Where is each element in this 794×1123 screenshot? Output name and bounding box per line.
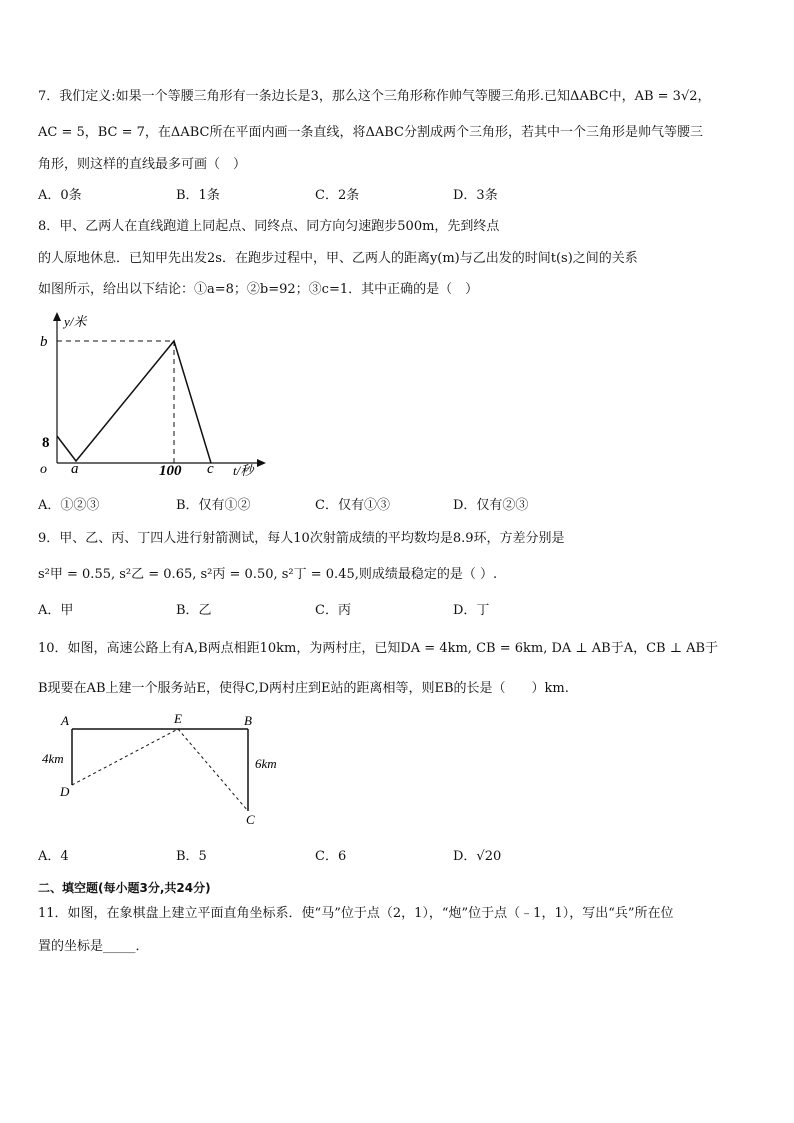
q7-line3: 角形，则这样的直线最多可画（ ） [38, 157, 247, 172]
q10-option-d: D．√20 [453, 849, 502, 864]
q8-y-axis-arrow [53, 312, 61, 321]
q7-option-b: B．1条 [176, 188, 220, 203]
q8-line2: 的人原地休息．已知甲先出发2s．在跑步过程中，甲、乙两人的距离y(m)与乙出发的时间t(s)之间的关系 [38, 251, 638, 266]
q8-option-a: A．①②③ [38, 498, 100, 513]
q10-label-da: 4km [42, 751, 64, 766]
q10-label-d: D [60, 784, 70, 799]
q10-option-a: A．4 [38, 849, 69, 864]
q9-option-b: B．乙 [176, 603, 212, 618]
q10-geometry-diagram [38, 708, 288, 828]
q8-line1: 8．甲、乙两人在直线跑道上同起点、同终点、同方向匀速跑步500m，先到终点 [38, 219, 500, 234]
q8-graph-line [57, 341, 211, 463]
q9-option-d: D．丁 [453, 603, 490, 618]
q10-label-e: E [174, 711, 182, 726]
q10-line2: B现要在AB上建一个服务站E，使得C,D两村庄到E站的距离相等，则EB的长是（ ）km. [38, 681, 569, 696]
q9-option-c: C．丙 [315, 603, 351, 618]
q9-line2: s²甲 = 0.55, s²乙 = 0.65, s²丙 = 0.50, s²丁 = 0.45,则成绩最稳定的是（ ）. [38, 567, 498, 582]
q7-line2: AC = 5，BC = 7，在ΔABC所在平面内画一条直线，将ΔABC分割成两个三角形，若其中一个三角形是帅气等腰三 [38, 125, 703, 140]
q8-y-axis-label: y/米 [64, 314, 87, 329]
q8-x-axis-label: t/秒 [233, 463, 254, 478]
q10-option-c: C．6 [315, 849, 347, 864]
q7-option-c: C．2条 [315, 188, 360, 203]
q8-c-label: c [207, 461, 214, 477]
q10-label-cb: 6km [255, 756, 277, 771]
q10-segment-ec [178, 729, 248, 811]
q10-line1: 10．如图，高速公路上有A,B两点相距10km，为两村庄，已知DA = 4km, CB = 6km, DA ⊥ AB于A，CB ⊥ AB于 [38, 641, 719, 656]
q7-line1: 7．我们定义:如果一个等腰三角形有一条边长是3，那么这个三角形称作帅气等腰三角形.已知ΔABC中，AB = 3√2， [38, 89, 711, 104]
q8-b-label: b [40, 334, 48, 350]
q8-option-b: B．仅有①② [176, 498, 251, 513]
q7-option-a: A．0条 [38, 188, 82, 203]
q10-segment-de [72, 729, 178, 785]
q10-label-a: A [61, 713, 69, 728]
q8-option-c: C．仅有①③ [315, 498, 390, 513]
q8-x-axis-arrow [257, 459, 266, 467]
q9-option-a: A．甲 [38, 603, 74, 618]
q8-distance-time-graph [30, 308, 270, 480]
q8-line3: 如图所示，给出以下结论：①a=8；②b=92；③c=1．其中正确的是（ ） [38, 282, 479, 297]
q8-a-label: a [71, 461, 79, 477]
q11-line2: 置的坐标是_____． [38, 939, 149, 954]
q8-option-d: D．仅有②③ [453, 498, 529, 513]
q8-100-label: 100 [159, 463, 182, 479]
q7-option-d: D．3条 [453, 188, 498, 203]
q9-line1: 9．甲、乙、丙、丁四人进行射箭测试，每人10次射箭成绩的平均数均是8.9环，方差分别是 [38, 531, 565, 546]
q10-option-b: B．5 [176, 849, 207, 864]
q8-origin-label: o [40, 462, 47, 477]
q8-eight-label: 8 [42, 435, 50, 451]
q10-label-b: B [244, 713, 252, 728]
section2-title: 二、填空题(每小题3分,共24分) [38, 881, 211, 895]
q11-line1: 11．如图，在象棋盘上建立平面直角坐标系．使“马”位于点（2，1），“炮”位于点（﹣1，1），写出“兵”所在位 [38, 906, 674, 921]
q10-label-c: C [246, 812, 255, 827]
